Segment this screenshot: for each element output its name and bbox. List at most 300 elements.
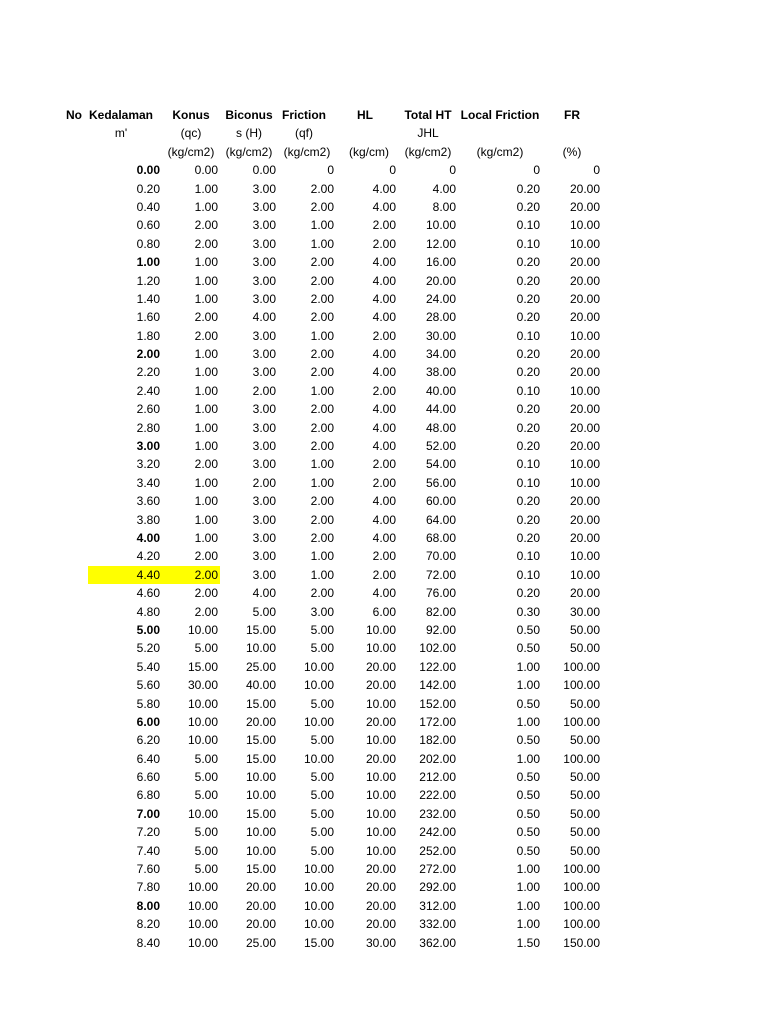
cell-fr[interactable]: 10.00 bbox=[569, 328, 600, 343]
cell-total-ht[interactable]: 222.00 bbox=[419, 788, 456, 803]
cell-fr[interactable]: 50.00 bbox=[569, 622, 600, 637]
cell-hl[interactable]: 20.00 bbox=[365, 751, 396, 766]
cell-local-friction[interactable]: 1.00 bbox=[516, 898, 540, 913]
cell-depth[interactable]: 6.00 bbox=[136, 714, 160, 729]
cell-fr[interactable]: 50.00 bbox=[569, 788, 600, 803]
cell-friction[interactable]: 10.00 bbox=[303, 862, 334, 877]
cell-total-ht[interactable]: 64.00 bbox=[425, 512, 456, 527]
cell-fr[interactable]: 20.00 bbox=[569, 512, 600, 527]
cell-konus[interactable]: 10.00 bbox=[187, 806, 218, 821]
cell-friction[interactable]: 10.00 bbox=[303, 898, 334, 913]
cell-biconus[interactable]: 10.00 bbox=[245, 788, 276, 803]
cell-fr[interactable]: 20.00 bbox=[569, 199, 600, 214]
cell-depth[interactable]: 7.60 bbox=[136, 862, 160, 877]
cell-friction[interactable]: 5.00 bbox=[310, 806, 334, 821]
cell-depth[interactable]: 4.20 bbox=[136, 549, 160, 564]
cell-depth[interactable]: 3.60 bbox=[136, 494, 160, 509]
cell-friction[interactable]: 1.00 bbox=[310, 549, 334, 564]
cell-depth[interactable]: 5.80 bbox=[136, 696, 160, 711]
cell-biconus[interactable]: 3.00 bbox=[252, 549, 276, 564]
cell-konus[interactable]: 1.00 bbox=[194, 494, 218, 509]
cell-fr[interactable]: 100.00 bbox=[563, 880, 600, 895]
cell-fr[interactable]: 20.00 bbox=[569, 494, 600, 509]
cell-biconus[interactable]: 40.00 bbox=[245, 678, 276, 693]
cell-local-friction[interactable]: 0.10 bbox=[516, 328, 540, 343]
cell-total-ht[interactable]: 102.00 bbox=[419, 641, 456, 656]
cell-konus[interactable]: 2.00 bbox=[194, 218, 218, 233]
cell-fr[interactable]: 50.00 bbox=[569, 806, 600, 821]
cell-local-friction[interactable]: 0.50 bbox=[516, 641, 540, 656]
cell-local-friction[interactable]: 0.50 bbox=[516, 622, 540, 637]
cell-friction[interactable]: 2.00 bbox=[310, 494, 334, 509]
cell-fr[interactable]: 30.00 bbox=[569, 604, 600, 619]
cell-konus[interactable]: 10.00 bbox=[187, 622, 218, 637]
cell-total-ht[interactable]: 24.00 bbox=[425, 291, 456, 306]
cell-friction[interactable]: 2.00 bbox=[310, 199, 334, 214]
cell-total-ht[interactable]: 68.00 bbox=[425, 530, 456, 545]
cell-biconus[interactable]: 3.00 bbox=[252, 199, 276, 214]
cell-fr[interactable]: 20.00 bbox=[569, 255, 600, 270]
cell-depth[interactable]: 5.40 bbox=[136, 659, 160, 674]
cell-konus[interactable]: 10.00 bbox=[187, 714, 218, 729]
cell-biconus[interactable]: 25.00 bbox=[245, 659, 276, 674]
cell-total-ht[interactable]: 242.00 bbox=[419, 825, 456, 840]
cell-total-ht[interactable]: 252.00 bbox=[419, 843, 456, 858]
cell-local-friction[interactable]: 0.20 bbox=[516, 255, 540, 270]
cell-hl[interactable]: 30.00 bbox=[365, 935, 396, 950]
cell-konus[interactable]: 5.00 bbox=[194, 641, 218, 656]
cell-hl[interactable]: 10.00 bbox=[365, 825, 396, 840]
cell-biconus[interactable]: 3.00 bbox=[252, 439, 276, 454]
cell-depth[interactable]: 0.80 bbox=[136, 236, 160, 251]
cell-total-ht[interactable]: 232.00 bbox=[419, 806, 456, 821]
cell-local-friction[interactable]: 1.50 bbox=[516, 935, 540, 950]
cell-konus[interactable]: 10.00 bbox=[187, 935, 218, 950]
cell-depth[interactable]: 0.20 bbox=[136, 181, 160, 196]
cell-friction[interactable]: 2.00 bbox=[310, 402, 334, 417]
cell-konus[interactable]: 1.00 bbox=[194, 383, 218, 398]
cell-total-ht[interactable]: 0 bbox=[449, 163, 456, 178]
cell-friction[interactable]: 1.00 bbox=[310, 567, 334, 582]
cell-local-friction[interactable]: 1.00 bbox=[516, 751, 540, 766]
cell-hl[interactable]: 20.00 bbox=[365, 659, 396, 674]
cell-friction[interactable]: 5.00 bbox=[310, 641, 334, 656]
cell-local-friction[interactable]: 0.20 bbox=[516, 273, 540, 288]
cell-total-ht[interactable]: 152.00 bbox=[419, 696, 456, 711]
cell-fr[interactable]: 10.00 bbox=[569, 549, 600, 564]
cell-biconus[interactable]: 3.00 bbox=[252, 347, 276, 362]
cell-friction[interactable]: 5.00 bbox=[310, 825, 334, 840]
cell-konus[interactable]: 1.00 bbox=[194, 475, 218, 490]
cell-biconus[interactable]: 10.00 bbox=[245, 843, 276, 858]
cell-hl[interactable]: 4.00 bbox=[372, 402, 396, 417]
cell-total-ht[interactable]: 92.00 bbox=[425, 622, 456, 637]
cell-biconus[interactable]: 20.00 bbox=[245, 898, 276, 913]
cell-konus[interactable]: 1.00 bbox=[194, 439, 218, 454]
cell-total-ht[interactable]: 40.00 bbox=[425, 383, 456, 398]
cell-local-friction[interactable]: 0.20 bbox=[516, 291, 540, 306]
cell-biconus[interactable]: 10.00 bbox=[245, 825, 276, 840]
cell-friction[interactable]: 1.00 bbox=[310, 475, 334, 490]
cell-local-friction[interactable]: 0.20 bbox=[516, 530, 540, 545]
cell-biconus[interactable]: 15.00 bbox=[245, 806, 276, 821]
cell-hl[interactable]: 4.00 bbox=[372, 273, 396, 288]
cell-local-friction[interactable]: 1.00 bbox=[516, 880, 540, 895]
cell-konus[interactable]: 5.00 bbox=[194, 751, 218, 766]
cell-fr[interactable]: 50.00 bbox=[569, 641, 600, 656]
cell-friction[interactable]: 10.00 bbox=[303, 880, 334, 895]
cell-local-friction[interactable]: 0.10 bbox=[516, 457, 540, 472]
cell-total-ht[interactable]: 76.00 bbox=[425, 586, 456, 601]
cell-fr[interactable]: 100.00 bbox=[563, 714, 600, 729]
cell-konus[interactable]: 1.00 bbox=[194, 255, 218, 270]
cell-konus[interactable]: 2.00 bbox=[194, 604, 218, 619]
cell-fr[interactable]: 20.00 bbox=[569, 420, 600, 435]
cell-hl[interactable]: 4.00 bbox=[372, 347, 396, 362]
cell-total-ht[interactable]: 332.00 bbox=[419, 917, 456, 932]
cell-konus[interactable]: 2.00 bbox=[194, 328, 218, 343]
cell-friction[interactable]: 2.00 bbox=[310, 181, 334, 196]
cell-total-ht[interactable]: 212.00 bbox=[419, 770, 456, 785]
cell-biconus[interactable]: 3.00 bbox=[252, 457, 276, 472]
cell-depth[interactable]: 3.00 bbox=[136, 439, 160, 454]
cell-friction[interactable]: 1.00 bbox=[310, 236, 334, 251]
cell-konus[interactable]: 10.00 bbox=[187, 880, 218, 895]
cell-konus[interactable]: 1.00 bbox=[194, 402, 218, 417]
cell-biconus[interactable]: 25.00 bbox=[245, 935, 276, 950]
cell-total-ht[interactable]: 172.00 bbox=[419, 714, 456, 729]
cell-depth[interactable]: 1.20 bbox=[136, 273, 160, 288]
cell-fr[interactable]: 100.00 bbox=[563, 678, 600, 693]
cell-local-friction[interactable]: 0.20 bbox=[516, 512, 540, 527]
cell-hl[interactable]: 4.00 bbox=[372, 199, 396, 214]
cell-biconus[interactable]: 3.00 bbox=[252, 236, 276, 251]
cell-konus[interactable]: 1.00 bbox=[194, 365, 218, 380]
cell-depth[interactable]: 8.20 bbox=[136, 917, 160, 932]
cell-total-ht[interactable]: 122.00 bbox=[419, 659, 456, 674]
cell-total-ht[interactable]: 8.00 bbox=[432, 199, 456, 214]
cell-depth[interactable]: 8.00 bbox=[136, 898, 160, 913]
cell-depth[interactable]: 1.00 bbox=[136, 255, 160, 270]
cell-fr[interactable]: 100.00 bbox=[563, 862, 600, 877]
cell-hl[interactable]: 4.00 bbox=[372, 310, 396, 325]
cell-hl[interactable]: 2.00 bbox=[372, 218, 396, 233]
cell-friction[interactable]: 5.00 bbox=[310, 843, 334, 858]
cell-biconus[interactable]: 10.00 bbox=[245, 770, 276, 785]
cell-fr[interactable]: 20.00 bbox=[569, 310, 600, 325]
cell-fr[interactable]: 10.00 bbox=[569, 457, 600, 472]
cell-fr[interactable]: 50.00 bbox=[569, 770, 600, 785]
cell-total-ht[interactable]: 44.00 bbox=[425, 402, 456, 417]
cell-fr[interactable]: 10.00 bbox=[569, 383, 600, 398]
cell-friction[interactable]: 2.00 bbox=[310, 273, 334, 288]
cell-depth[interactable]: 6.60 bbox=[136, 770, 160, 785]
cell-friction[interactable]: 2.00 bbox=[310, 512, 334, 527]
cell-friction[interactable]: 10.00 bbox=[303, 714, 334, 729]
cell-fr[interactable]: 150.00 bbox=[563, 935, 600, 950]
cell-biconus[interactable]: 15.00 bbox=[245, 622, 276, 637]
cell-depth[interactable]: 5.60 bbox=[136, 678, 160, 693]
cell-local-friction[interactable]: 0.10 bbox=[516, 567, 540, 582]
cell-konus[interactable]: 5.00 bbox=[194, 788, 218, 803]
cell-konus[interactable]: 10.00 bbox=[187, 733, 218, 748]
cell-fr[interactable]: 20.00 bbox=[569, 273, 600, 288]
cell-biconus[interactable]: 15.00 bbox=[245, 751, 276, 766]
cell-fr[interactable]: 20.00 bbox=[569, 181, 600, 196]
cell-local-friction[interactable]: 0.20 bbox=[516, 365, 540, 380]
cell-total-ht[interactable]: 12.00 bbox=[425, 236, 456, 251]
cell-total-ht[interactable]: 4.00 bbox=[432, 181, 456, 196]
cell-fr[interactable]: 0 bbox=[593, 163, 600, 178]
cell-depth[interactable]: 0.60 bbox=[136, 218, 160, 233]
cell-hl[interactable]: 4.00 bbox=[372, 255, 396, 270]
cell-total-ht[interactable]: 38.00 bbox=[425, 365, 456, 380]
cell-local-friction[interactable]: 0.50 bbox=[516, 825, 540, 840]
cell-konus[interactable]: 1.00 bbox=[194, 512, 218, 527]
cell-fr[interactable]: 20.00 bbox=[569, 402, 600, 417]
cell-fr[interactable]: 20.00 bbox=[569, 291, 600, 306]
cell-friction[interactable]: 2.00 bbox=[310, 530, 334, 545]
cell-fr[interactable]: 10.00 bbox=[569, 475, 600, 490]
cell-hl[interactable]: 0 bbox=[389, 163, 396, 178]
cell-konus[interactable]: 2.00 bbox=[162, 566, 220, 584]
cell-depth[interactable]: 4.00 bbox=[136, 530, 160, 545]
cell-depth[interactable]: 0.40 bbox=[136, 199, 160, 214]
cell-depth[interactable]: 2.40 bbox=[136, 383, 160, 398]
cell-total-ht[interactable]: 362.00 bbox=[419, 935, 456, 950]
cell-depth[interactable]: 4.80 bbox=[136, 604, 160, 619]
cell-depth[interactable]: 5.00 bbox=[136, 622, 160, 637]
cell-total-ht[interactable]: 142.00 bbox=[419, 678, 456, 693]
cell-total-ht[interactable]: 272.00 bbox=[419, 862, 456, 877]
cell-depth[interactable]: 3.80 bbox=[136, 512, 160, 527]
cell-local-friction[interactable]: 0.20 bbox=[516, 310, 540, 325]
cell-konus[interactable]: 2.00 bbox=[194, 457, 218, 472]
cell-biconus[interactable]: 3.00 bbox=[252, 218, 276, 233]
cell-biconus[interactable]: 15.00 bbox=[245, 862, 276, 877]
cell-hl[interactable]: 10.00 bbox=[365, 843, 396, 858]
cell-hl[interactable]: 4.00 bbox=[372, 512, 396, 527]
cell-friction[interactable]: 3.00 bbox=[310, 604, 334, 619]
cell-depth[interactable]: 8.40 bbox=[136, 935, 160, 950]
cell-biconus[interactable]: 3.00 bbox=[252, 567, 276, 582]
cell-hl[interactable]: 20.00 bbox=[365, 898, 396, 913]
cell-konus[interactable]: 1.00 bbox=[194, 199, 218, 214]
cell-hl[interactable]: 4.00 bbox=[372, 420, 396, 435]
cell-local-friction[interactable]: 0.50 bbox=[516, 788, 540, 803]
cell-biconus[interactable]: 20.00 bbox=[245, 714, 276, 729]
cell-hl[interactable]: 4.00 bbox=[372, 530, 396, 545]
cell-friction[interactable]: 2.00 bbox=[310, 365, 334, 380]
cell-konus[interactable]: 1.00 bbox=[194, 347, 218, 362]
cell-friction[interactable]: 2.00 bbox=[310, 291, 334, 306]
cell-hl[interactable]: 10.00 bbox=[365, 788, 396, 803]
cell-friction[interactable]: 2.00 bbox=[310, 255, 334, 270]
cell-hl[interactable]: 4.00 bbox=[372, 365, 396, 380]
cell-depth[interactable]: 6.40 bbox=[136, 751, 160, 766]
cell-friction[interactable]: 2.00 bbox=[310, 310, 334, 325]
cell-depth[interactable]: 6.20 bbox=[136, 733, 160, 748]
cell-local-friction[interactable]: 1.00 bbox=[516, 862, 540, 877]
cell-depth[interactable]: 4.60 bbox=[136, 586, 160, 601]
cell-total-ht[interactable]: 292.00 bbox=[419, 880, 456, 895]
cell-biconus[interactable]: 5.00 bbox=[252, 604, 276, 619]
cell-hl[interactable]: 2.00 bbox=[372, 457, 396, 472]
cell-depth[interactable]: 7.20 bbox=[136, 825, 160, 840]
cell-hl[interactable]: 10.00 bbox=[365, 696, 396, 711]
cell-total-ht[interactable]: 54.00 bbox=[425, 457, 456, 472]
cell-total-ht[interactable]: 202.00 bbox=[419, 751, 456, 766]
cell-hl[interactable]: 2.00 bbox=[372, 236, 396, 251]
cell-biconus[interactable]: 0.00 bbox=[252, 163, 276, 178]
cell-hl[interactable]: 4.00 bbox=[372, 494, 396, 509]
cell-local-friction[interactable]: 1.00 bbox=[516, 714, 540, 729]
cell-hl[interactable]: 2.00 bbox=[372, 567, 396, 582]
cell-total-ht[interactable]: 30.00 bbox=[425, 328, 456, 343]
cell-depth[interactable]: 1.40 bbox=[136, 291, 160, 306]
cell-total-ht[interactable]: 312.00 bbox=[419, 898, 456, 913]
cell-local-friction[interactable]: 0.20 bbox=[516, 439, 540, 454]
cell-total-ht[interactable]: 20.00 bbox=[425, 273, 456, 288]
cell-fr[interactable]: 50.00 bbox=[569, 696, 600, 711]
cell-friction[interactable]: 15.00 bbox=[303, 935, 334, 950]
cell-konus[interactable]: 2.00 bbox=[194, 236, 218, 251]
cell-local-friction[interactable]: 0.30 bbox=[516, 604, 540, 619]
cell-depth[interactable]: 1.60 bbox=[136, 310, 160, 325]
cell-local-friction[interactable]: 0.50 bbox=[516, 696, 540, 711]
cell-biconus[interactable]: 3.00 bbox=[252, 494, 276, 509]
cell-local-friction[interactable]: 1.00 bbox=[516, 917, 540, 932]
cell-local-friction[interactable]: 0.20 bbox=[516, 347, 540, 362]
cell-konus[interactable]: 1.00 bbox=[194, 181, 218, 196]
cell-local-friction[interactable]: 0.20 bbox=[516, 420, 540, 435]
cell-biconus[interactable]: 3.00 bbox=[252, 365, 276, 380]
cell-depth[interactable]: 7.40 bbox=[136, 843, 160, 858]
cell-fr[interactable]: 100.00 bbox=[563, 751, 600, 766]
cell-konus[interactable]: 1.00 bbox=[194, 530, 218, 545]
cell-hl[interactable]: 4.00 bbox=[372, 439, 396, 454]
cell-friction[interactable]: 2.00 bbox=[310, 347, 334, 362]
cell-local-friction[interactable]: 0.10 bbox=[516, 475, 540, 490]
cell-depth[interactable]: 7.00 bbox=[136, 806, 160, 821]
cell-friction[interactable]: 5.00 bbox=[310, 696, 334, 711]
cell-depth[interactable]: 2.00 bbox=[136, 347, 160, 362]
cell-konus[interactable]: 2.00 bbox=[194, 310, 218, 325]
cell-local-friction[interactable]: 0.10 bbox=[516, 549, 540, 564]
cell-hl[interactable]: 20.00 bbox=[365, 880, 396, 895]
cell-biconus[interactable]: 4.00 bbox=[252, 586, 276, 601]
cell-fr[interactable]: 10.00 bbox=[569, 218, 600, 233]
cell-hl[interactable]: 2.00 bbox=[372, 549, 396, 564]
cell-hl[interactable]: 10.00 bbox=[365, 806, 396, 821]
cell-hl[interactable]: 2.00 bbox=[372, 383, 396, 398]
cell-local-friction[interactable]: 0.10 bbox=[516, 383, 540, 398]
cell-friction[interactable]: 5.00 bbox=[310, 622, 334, 637]
cell-depth[interactable]: 1.80 bbox=[136, 328, 160, 343]
cell-hl[interactable]: 2.00 bbox=[372, 475, 396, 490]
cell-depth[interactable]: 0.00 bbox=[136, 163, 160, 178]
cell-biconus[interactable]: 20.00 bbox=[245, 880, 276, 895]
cell-total-ht[interactable]: 56.00 bbox=[425, 475, 456, 490]
cell-biconus[interactable]: 4.00 bbox=[252, 310, 276, 325]
cell-fr[interactable]: 100.00 bbox=[563, 659, 600, 674]
cell-biconus[interactable]: 10.00 bbox=[245, 641, 276, 656]
cell-depth[interactable]: 2.20 bbox=[136, 365, 160, 380]
cell-friction[interactable]: 10.00 bbox=[303, 917, 334, 932]
cell-hl[interactable]: 10.00 bbox=[365, 641, 396, 656]
cell-hl[interactable]: 6.00 bbox=[372, 604, 396, 619]
cell-total-ht[interactable]: 16.00 bbox=[425, 255, 456, 270]
cell-friction[interactable]: 1.00 bbox=[310, 383, 334, 398]
cell-hl[interactable]: 10.00 bbox=[365, 770, 396, 785]
cell-local-friction[interactable]: 1.00 bbox=[516, 659, 540, 674]
cell-konus[interactable]: 10.00 bbox=[187, 696, 218, 711]
cell-total-ht[interactable]: 52.00 bbox=[425, 439, 456, 454]
cell-total-ht[interactable]: 82.00 bbox=[425, 604, 456, 619]
cell-local-friction[interactable]: 0.50 bbox=[516, 806, 540, 821]
cell-total-ht[interactable]: 48.00 bbox=[425, 420, 456, 435]
cell-depth[interactable]: 3.40 bbox=[136, 475, 160, 490]
cell-fr[interactable]: 50.00 bbox=[569, 733, 600, 748]
cell-local-friction[interactable]: 0.20 bbox=[516, 199, 540, 214]
cell-fr[interactable]: 50.00 bbox=[569, 843, 600, 858]
cell-hl[interactable]: 20.00 bbox=[365, 714, 396, 729]
cell-local-friction[interactable]: 0.20 bbox=[516, 586, 540, 601]
cell-konus[interactable]: 5.00 bbox=[194, 862, 218, 877]
cell-friction[interactable]: 10.00 bbox=[303, 659, 334, 674]
cell-depth[interactable]: 4.40 bbox=[88, 566, 162, 584]
cell-depth[interactable]: 2.60 bbox=[136, 402, 160, 417]
cell-local-friction[interactable]: 0 bbox=[533, 163, 540, 178]
cell-fr[interactable]: 10.00 bbox=[569, 236, 600, 251]
cell-biconus[interactable]: 2.00 bbox=[252, 475, 276, 490]
cell-local-friction[interactable]: 0.10 bbox=[516, 218, 540, 233]
cell-depth[interactable]: 3.20 bbox=[136, 457, 160, 472]
cell-fr[interactable]: 20.00 bbox=[569, 365, 600, 380]
cell-hl[interactable]: 10.00 bbox=[365, 622, 396, 637]
cell-biconus[interactable]: 3.00 bbox=[252, 328, 276, 343]
cell-fr[interactable]: 20.00 bbox=[569, 586, 600, 601]
cell-local-friction[interactable]: 0.50 bbox=[516, 733, 540, 748]
cell-biconus[interactable]: 3.00 bbox=[252, 512, 276, 527]
cell-konus[interactable]: 10.00 bbox=[187, 898, 218, 913]
cell-hl[interactable]: 20.00 bbox=[365, 917, 396, 932]
cell-local-friction[interactable]: 0.10 bbox=[516, 236, 540, 251]
cell-friction[interactable]: 0 bbox=[327, 163, 334, 178]
cell-local-friction[interactable]: 0.20 bbox=[516, 181, 540, 196]
cell-friction[interactable]: 1.00 bbox=[310, 218, 334, 233]
cell-konus[interactable]: 5.00 bbox=[194, 825, 218, 840]
cell-konus[interactable]: 1.00 bbox=[194, 420, 218, 435]
cell-biconus[interactable]: 15.00 bbox=[245, 696, 276, 711]
cell-konus[interactable]: 15.00 bbox=[187, 659, 218, 674]
cell-hl[interactable]: 4.00 bbox=[372, 291, 396, 306]
cell-total-ht[interactable]: 60.00 bbox=[425, 494, 456, 509]
cell-hl[interactable]: 4.00 bbox=[372, 181, 396, 196]
cell-fr[interactable]: 50.00 bbox=[569, 825, 600, 840]
cell-friction[interactable]: 1.00 bbox=[310, 457, 334, 472]
cell-friction[interactable]: 2.00 bbox=[310, 439, 334, 454]
cell-total-ht[interactable]: 10.00 bbox=[425, 218, 456, 233]
cell-konus[interactable]: 2.00 bbox=[194, 549, 218, 564]
cell-biconus[interactable]: 3.00 bbox=[252, 420, 276, 435]
cell-depth[interactable]: 6.80 bbox=[136, 788, 160, 803]
cell-biconus[interactable]: 3.00 bbox=[252, 530, 276, 545]
cell-total-ht[interactable]: 28.00 bbox=[425, 310, 456, 325]
cell-konus[interactable]: 5.00 bbox=[194, 843, 218, 858]
cell-biconus[interactable]: 15.00 bbox=[245, 733, 276, 748]
cell-depth[interactable]: 2.80 bbox=[136, 420, 160, 435]
